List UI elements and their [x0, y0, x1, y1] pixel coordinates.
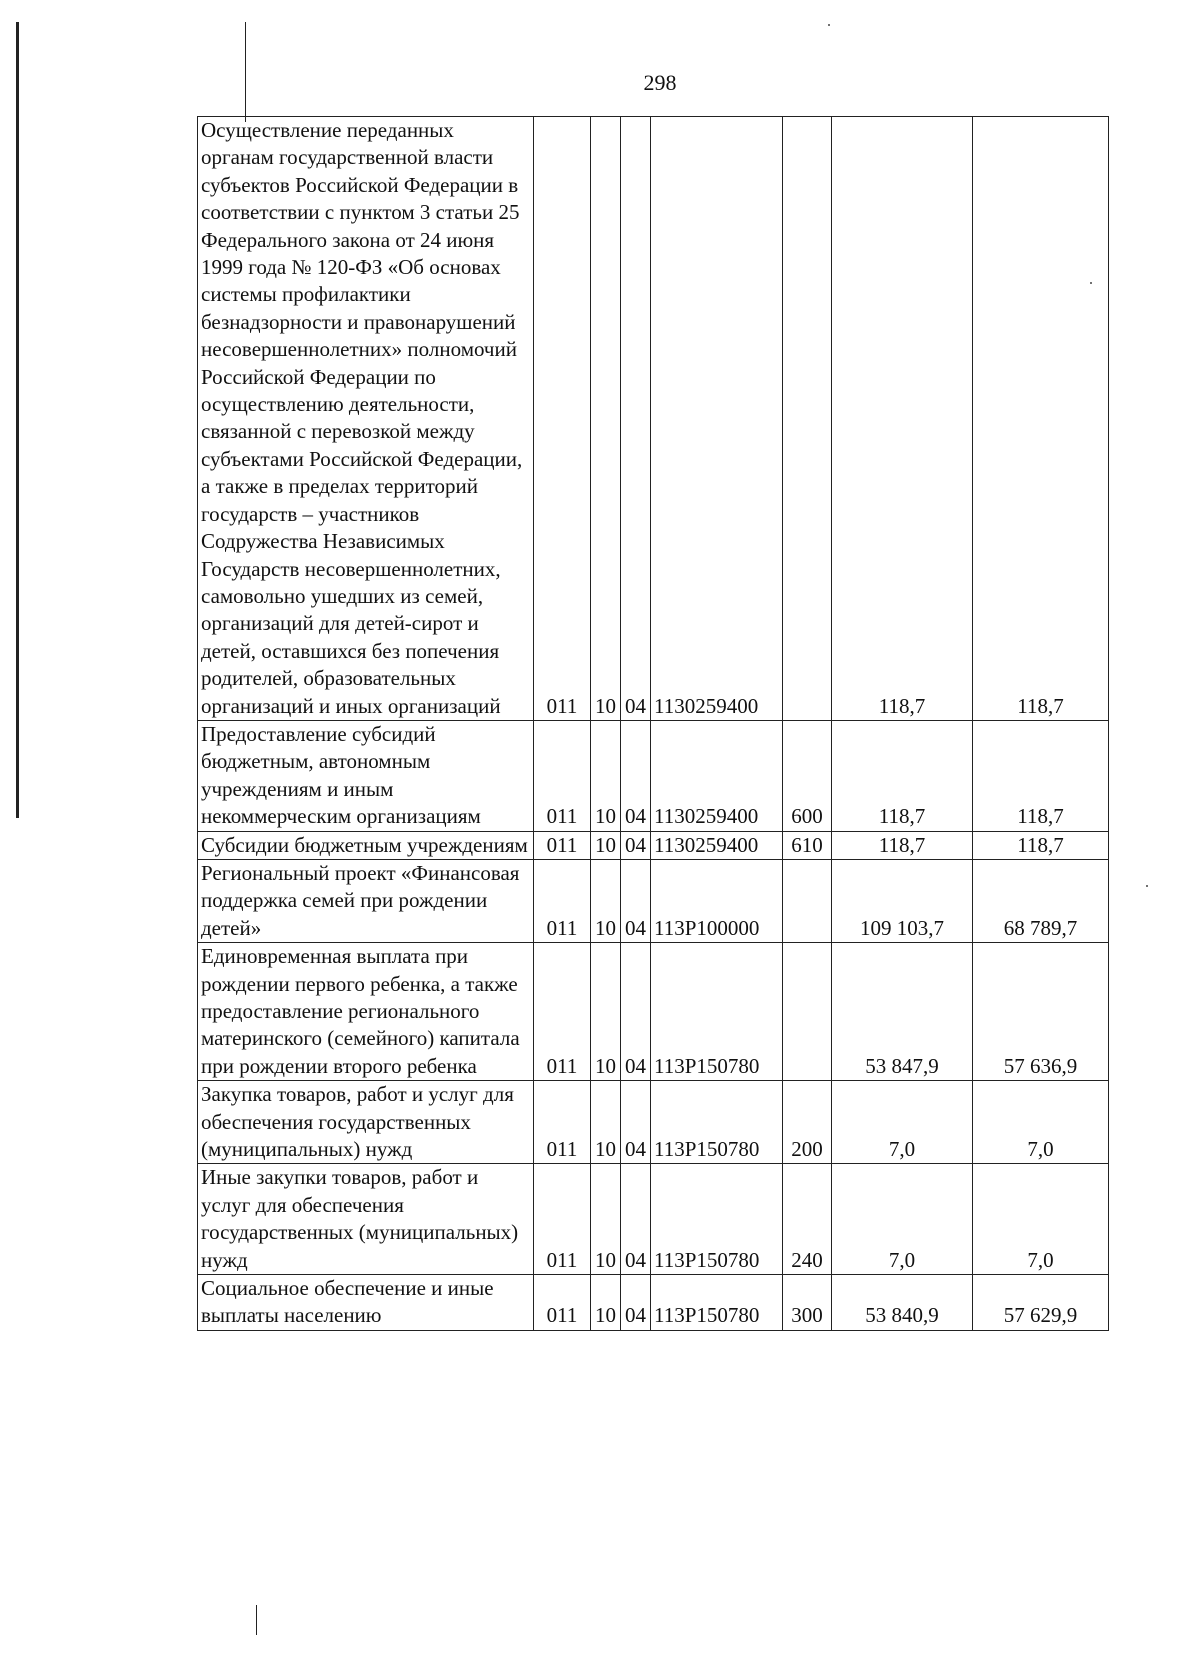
page-number: 298 [643, 70, 677, 95]
table-row [198, 859, 1109, 942]
expense-type-code-cell [783, 943, 832, 1081]
target-article-code-cell: 1130259400 [651, 720, 783, 831]
section-code-cell: 10 [591, 720, 621, 831]
subsection-code-cell: 04 [621, 1164, 651, 1275]
target-article-code-cell: 1130259400 [651, 831, 783, 859]
expense-type-code-cell: 240 [783, 1164, 832, 1275]
ministry-code-cell: 011 [534, 1081, 591, 1164]
amount-year-2-cell: 7,0 [973, 1081, 1109, 1164]
subsection-code-cell: 04 [621, 720, 651, 831]
subsection-code-cell: 04 [621, 117, 651, 721]
ministry-code-cell: 011 [534, 1164, 591, 1275]
ministry-code-cell: 011 [534, 859, 591, 942]
table-row [198, 831, 1109, 859]
amount-year-1-cell: 53 840,9 [832, 1275, 973, 1331]
target-article-code-cell: 113Р150780 [651, 1081, 783, 1164]
amount-year-2-cell: 118,7 [973, 117, 1109, 721]
row-name-cell: Социальное обеспечение и иные выплаты населению [198, 1275, 534, 1331]
section-code-cell: 10 [591, 1081, 621, 1164]
table-row [198, 943, 1109, 1081]
amount-year-1-cell: 109 103,7 [832, 859, 973, 942]
ministry-code-cell: 011 [534, 831, 591, 859]
row-name-cell: Субсидии бюджетным учреждениям [198, 831, 534, 859]
subsection-code-cell: 04 [621, 831, 651, 859]
amount-year-1-cell: 118,7 [832, 117, 973, 721]
amount-year-2-cell: 57 629,9 [973, 1275, 1109, 1331]
scan-fold-line-bottom [256, 1605, 257, 1635]
expense-type-code-cell [783, 859, 832, 942]
subsection-code-cell: 04 [621, 859, 651, 942]
expense-type-code-cell [783, 117, 832, 721]
section-code-cell: 10 [591, 117, 621, 721]
section-code-cell: 10 [591, 1275, 621, 1331]
target-article-code-cell: 113Р150780 [651, 943, 783, 1081]
amount-year-2-cell: 68 789,7 [973, 859, 1109, 942]
section-code-cell: 10 [591, 943, 621, 1081]
row-name-cell: Единовременная выплата при рождении первого ребенка, а также предоставление регионального материнского (семейного) капитала при рождении второго ребенка [198, 943, 534, 1081]
scan-speck [828, 24, 830, 26]
table-row [198, 1275, 1109, 1331]
subsection-code-cell: 04 [621, 1081, 651, 1164]
row-name-cell: Региональный проект «Финансовая поддержка семей при рождении детей» [198, 859, 534, 942]
expense-type-code-cell: 200 [783, 1081, 832, 1164]
scan-edge-line [16, 22, 19, 818]
expense-type-code-cell: 610 [783, 831, 832, 859]
ministry-code-cell: 011 [534, 720, 591, 831]
table-row [198, 1081, 1109, 1164]
amount-year-2-cell: 57 636,9 [973, 943, 1109, 1081]
budget-table-body [198, 117, 1109, 1331]
target-article-code-cell: 113Р100000 [651, 859, 783, 942]
row-name-cell: Предоставление субсидий бюджетным, автономным учреждениям и иным некоммерческим организациям [198, 720, 534, 831]
section-code-cell: 10 [591, 859, 621, 942]
amount-year-1-cell: 118,7 [832, 720, 973, 831]
amount-year-2-cell: 7,0 [973, 1164, 1109, 1275]
expense-type-code-cell: 600 [783, 720, 832, 831]
table-row [198, 117, 1109, 721]
amount-year-1-cell: 53 847,9 [832, 943, 973, 1081]
table-row [198, 720, 1109, 831]
target-article-code-cell: 1130259400 [651, 117, 783, 721]
scan-speck [1146, 885, 1148, 887]
amount-year-2-cell: 118,7 [973, 720, 1109, 831]
subsection-code-cell: 04 [621, 943, 651, 1081]
row-name-cell: Иные закупки товаров, работ и услуг для обеспечения государственных (муниципальных) нужд [198, 1164, 534, 1275]
amount-year-1-cell: 7,0 [832, 1081, 973, 1164]
target-article-code-cell: 113Р150780 [651, 1275, 783, 1331]
ministry-code-cell: 011 [534, 1275, 591, 1331]
amount-year-2-cell: 118,7 [973, 831, 1109, 859]
expense-type-code-cell: 300 [783, 1275, 832, 1331]
budget-table [197, 116, 1109, 1331]
amount-year-1-cell: 7,0 [832, 1164, 973, 1275]
row-name-cell: Осуществление переданных органам государственной власти субъектов Российской Федерации в соответствии с пунктом 3 статьи 25 Федерального закона от 24 июня 1999 года № 120-ФЗ «Об основах системы профилактики безнадзорности и правонарушений несовершеннолетних» полномочий Российской Федерации по осуществлению деятельности, связанной с перевозкой между субъектами Российской Федерации, а также в пределах территорий государств – участников Содружества Независимых Государств несовершеннолетних, самовольно ушедших из семей, организаций для детей-сирот и детей, оставшихся без попечения родителей, образовательных организаций и иных организаций [198, 117, 534, 721]
ministry-code-cell: 011 [534, 117, 591, 721]
table-row [198, 1164, 1109, 1275]
subsection-code-cell: 04 [621, 1275, 651, 1331]
section-code-cell: 10 [591, 831, 621, 859]
row-name-cell: Закупка товаров, работ и услуг для обеспечения государственных (муниципальных) нужд [198, 1081, 534, 1164]
amount-year-1-cell: 118,7 [832, 831, 973, 859]
section-code-cell: 10 [591, 1164, 621, 1275]
target-article-code-cell: 113Р150780 [651, 1164, 783, 1275]
ministry-code-cell: 011 [534, 943, 591, 1081]
